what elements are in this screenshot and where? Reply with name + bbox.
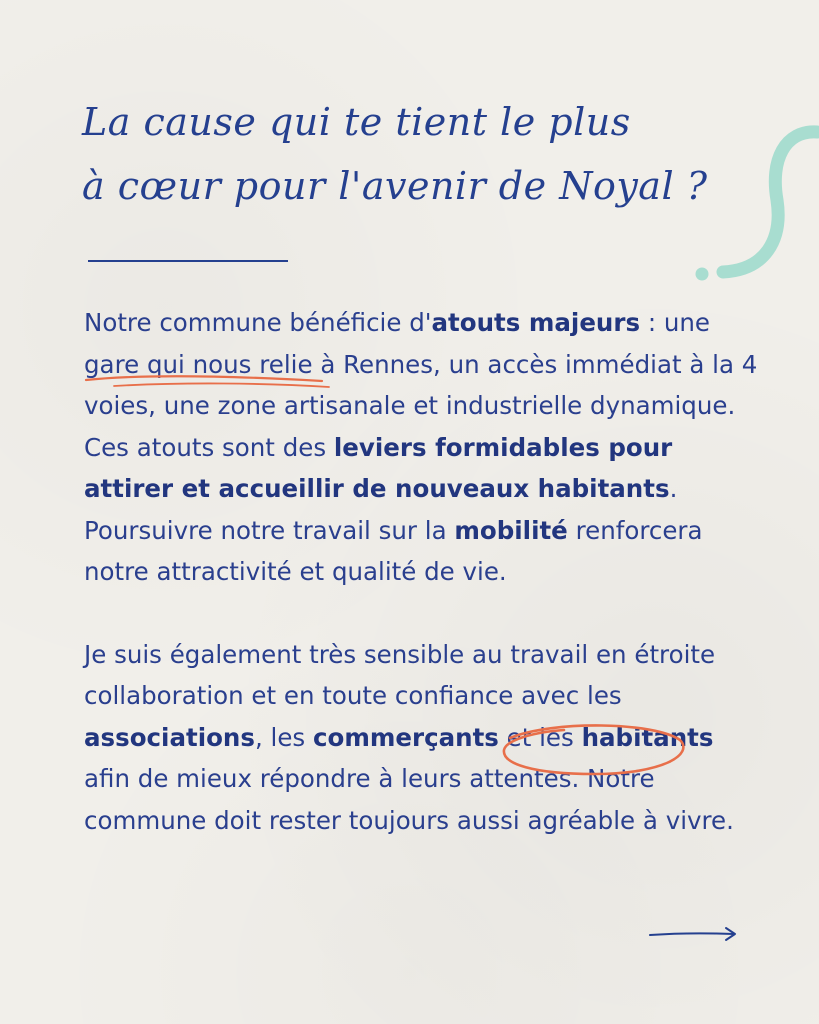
emphasis: commerçants: [312, 722, 499, 752]
emphasis: atouts majeurs: [431, 308, 641, 337]
text: afin de mieux répondre à leurs attentes. Notre commune doit rester toujours aussi agréable à vivre.: [84, 764, 734, 835]
text: et les: [498, 722, 582, 752]
text: , les: [254, 722, 313, 752]
heading-line-1: La cause qui te tient le plus: [82, 100, 631, 144]
text: renforcera notre attractivité et qualité de vie.: [84, 515, 703, 586]
heading-divider: [88, 260, 288, 262]
paragraph-1: [84, 302, 764, 510]
body-text: [84, 302, 764, 841]
text: Poursuivre notre travail sur la: [84, 515, 455, 545]
text: : une gare qui nous relie à Rennes, un accès immédiat à la 4 voies, une zone artisanale et industrielle dynamique. Ces atouts sont des: [84, 308, 758, 462]
emphasis: associations: [84, 722, 255, 752]
emphasis: mobilité: [454, 515, 568, 545]
arrow-right-icon[interactable]: [648, 924, 740, 944]
emphasis: habitants: [581, 722, 714, 752]
text: Notre commune bénéficie d': [84, 308, 432, 337]
text: Je suis également très sensible au travail en étroite collaboration et en toute confiance avec les: [84, 639, 716, 710]
paragraph-3: [84, 634, 764, 842]
emphasis: leviers formidables pour attirer et accueillir de nouveaux habitants: [84, 432, 673, 503]
paragraph-2: [84, 510, 764, 593]
text: .: [669, 474, 678, 503]
heading-line-2: à cœur pour l'avenir de Noyal ?: [82, 164, 708, 208]
swoosh-decoration: [685, 120, 819, 290]
heading: [82, 90, 722, 218]
